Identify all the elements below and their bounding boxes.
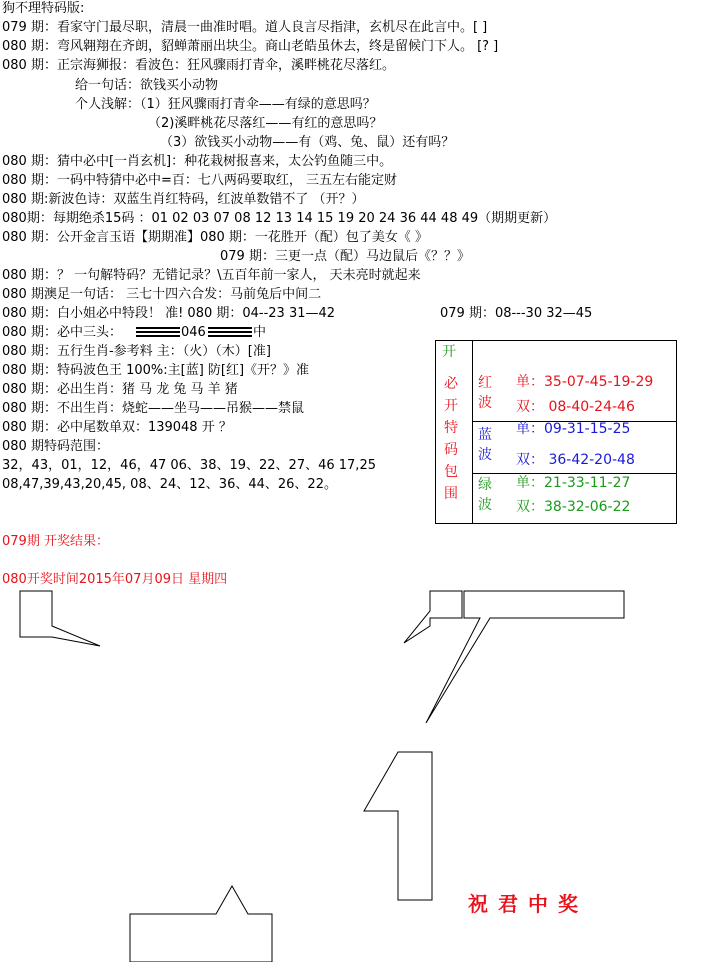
blue-odd: 单：09-31-15-25 xyxy=(516,421,631,437)
line-17-num: 046 xyxy=(181,325,206,340)
line-6: （2)溪畔桃花尽落红——有红的意思吗？ xyxy=(148,116,383,131)
line-16b: 079 期：08---30 32—45 xyxy=(440,306,593,321)
line-25: 08,47,39,43,20,45, 08、24、12、36、44、26、22。 xyxy=(2,477,337,492)
line-15: 080 期澳足一句话： 三七十四六合发：马前兔后中间二 xyxy=(2,287,322,302)
line-17: 080 期：必中三头： xyxy=(2,325,122,340)
line-24: 32，43，01，12，46，47 06、38、19、22、27、46 17,25 xyxy=(2,458,376,473)
line-1: 079 期：看家守门最尽职，清晨一曲准时唱。道人良言尽指津，玄机尽在此言中。[ ] xyxy=(2,20,488,35)
line-23: 080 期特码范围： xyxy=(2,439,109,454)
blessing-text: 祝君中奖 xyxy=(468,892,588,916)
result-label: 079期 开奖结果： xyxy=(2,534,109,549)
line-7: （3）欲钱买小动物——有（鸡、兔、鼠）还有吗？ xyxy=(160,135,455,150)
line-18: 080 期：五行生肖-参考料 主：（火）（木）[准] xyxy=(2,344,271,359)
blue-even: 双： 36-42-20-48 xyxy=(516,452,635,468)
arrow-house-shape xyxy=(130,886,272,962)
line-2: 080 期：弯风翱翔在齐朗，貂蝉萧丽出块尘。商山老皓虽休去，终是留候门下人。 [? ] xyxy=(2,39,499,54)
line-14: 080 期：？ 一句解特码？无错记录？\五百年前一家人， 天未亮时就起来 xyxy=(2,268,421,283)
red-odd: 单：35-07-45-19-29 xyxy=(516,374,654,390)
callout-shape-small xyxy=(404,591,462,643)
line-11: 080期：每期绝杀15码 ：01 02 03 07 08 12 13 14 15 19 20 24 36 44 48 49（期期更新） xyxy=(2,211,557,226)
line-9: 080 期：一码中特猜中必中=百：七八两码要取红， 三五左右能定财 xyxy=(2,173,397,188)
line-21: 080 期：不出生肖：烧蛇——坐马——吊猴——禁鼠 xyxy=(2,401,304,416)
line-8: 080 期：猜中必中[一肖玄机]：种花栽树报喜来，太公钓鱼随三中。 xyxy=(2,154,393,169)
open-label: 开 xyxy=(442,344,456,360)
line-20: 080 期：必出生肖：猪 马 龙 兔 马 羊 猪 xyxy=(2,382,238,397)
title: 狗不理特码版: xyxy=(2,1,85,16)
line-22: 080 期：必中尾数单双：139048 开 ？ xyxy=(2,420,232,435)
left-label: 必开特码包围 xyxy=(444,376,458,502)
red-even: 双： 08-40-24-46 xyxy=(516,399,635,415)
line-4: 给一句话：欲钱买小动物 xyxy=(75,78,219,93)
green-odd: 单：21-33-11-27 xyxy=(516,475,631,491)
line-19: 080 期：特码波色王 100%:主[蓝] 防[红]《开？》准 xyxy=(2,363,310,378)
digit-one-shape xyxy=(364,752,432,900)
line-5: 个人浅解：（1）狂风骤雨打青伞——有绿的意思吗？ xyxy=(75,97,376,112)
line-3: 080 期：正宗海狮报：看波色：狂风骤雨打青伞，溪畔桃花尽落红。 xyxy=(2,58,395,73)
line-10: 080 期:新波色诗：双蓝生肖红特码，红波单数错不了 （开？） xyxy=(2,192,365,207)
line-17-end: 中 xyxy=(253,325,267,340)
green-even: 双：38-32-06-22 xyxy=(516,499,631,515)
red-wave-label: 红波 xyxy=(478,375,492,411)
blue-wave-label: 蓝波 xyxy=(478,427,492,463)
green-wave-label: 绿波 xyxy=(478,477,492,513)
next-draw: 080开奖时间2015年07月09日 星期四 xyxy=(2,572,228,587)
line-16: 080 期：白小姐必中特段！ 准! 080 期：04--23 31—42 xyxy=(2,306,336,321)
line-13: 079 期：三更一点（配）马边鼠后《？？》 xyxy=(220,249,470,264)
line-12: 080 期：公开金言玉语【期期准】080 期：一花胜开（配）包了美女《 》 xyxy=(2,230,429,245)
callout-shape-left xyxy=(20,591,100,646)
